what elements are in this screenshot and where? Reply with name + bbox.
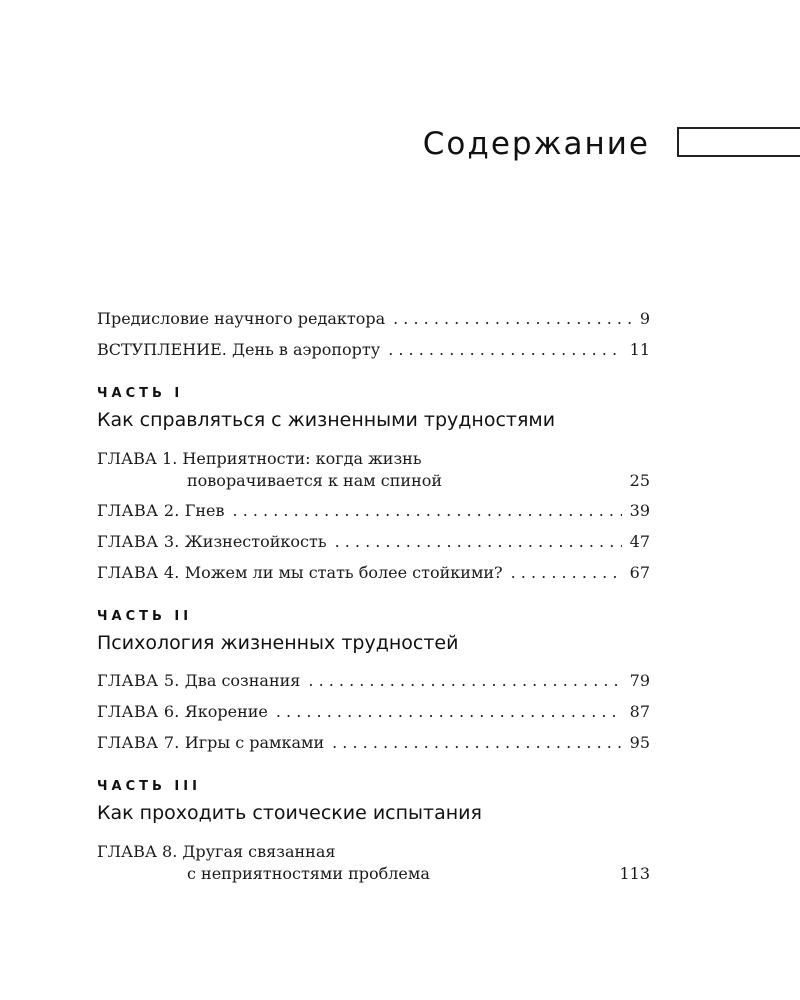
toc-page-number: 9	[639, 309, 650, 328]
chapter-title: Игры с рамками	[184, 733, 325, 752]
toc-page-number: 95	[629, 733, 650, 752]
toc-page-number: 87	[629, 702, 650, 721]
leader-dots	[332, 732, 622, 754]
leader-dots	[388, 339, 621, 361]
toc-entry-introduction[interactable]	[97, 339, 650, 361]
part-title: Как проходить стоические испытания	[97, 802, 482, 824]
chapter-title-line1: Неприятности: когда жизнь	[182, 449, 422, 468]
part-title: Психология жизненных трудностей	[97, 632, 459, 654]
toc-entry-preface[interactable]	[97, 308, 650, 330]
toc-entry-chapter-4[interactable]	[97, 562, 650, 584]
toc-entry-chapter-5[interactable]	[97, 670, 650, 692]
chapter-number: ГЛАВА 4.	[97, 563, 180, 582]
chapter-number: ГЛАВА 3.	[97, 532, 180, 551]
part-label: ЧАСТЬ I	[97, 386, 184, 401]
toc-page-number: 47	[629, 532, 650, 551]
toc-page-number: 11	[629, 340, 650, 359]
toc-entry-chapter-1[interactable]	[97, 448, 650, 492]
chapter-title: Жизнестойкость	[184, 532, 327, 551]
chapter-number: ГЛАВА 7.	[97, 733, 180, 752]
toc-entry-chapter-3[interactable]	[97, 531, 650, 553]
toc-entry-title: Предисловие научного редактора	[97, 309, 386, 328]
chapter-number: ГЛАВА 1.	[97, 449, 178, 468]
toc-page-number: 113	[619, 864, 650, 883]
title-decoration-box	[677, 127, 800, 157]
part-title: Как справляться с жизненными трудностями	[97, 409, 556, 431]
chapter-number: ГЛАВА 2.	[97, 501, 180, 520]
leader-dots	[511, 562, 622, 584]
toc-page-number: 25	[629, 471, 650, 490]
toc-page-number: 39	[629, 501, 650, 520]
toc-entry-chapter-2[interactable]	[97, 500, 650, 522]
chapter-title-line2: поворачивается к нам спиной	[187, 471, 443, 490]
chapter-number: ГЛАВА 5.	[97, 671, 180, 690]
toc-entry-chapter-7[interactable]	[97, 732, 650, 754]
chapter-title: Гнев	[184, 501, 225, 520]
part-label: ЧАСТЬ II	[97, 609, 193, 624]
chapter-title-line2: с неприятностями проблема	[187, 864, 430, 883]
chapter-number: ГЛАВА 8.	[97, 842, 178, 861]
toc-entry-chapter-6[interactable]	[97, 701, 650, 723]
leader-dots	[393, 308, 632, 330]
chapter-title: Два сознания	[184, 671, 301, 690]
leader-dots	[335, 531, 622, 553]
chapter-title: Можем ли мы стать более стойкими?	[184, 563, 503, 582]
chapter-number: ГЛАВА 6.	[97, 702, 180, 721]
toc-page-number: 79	[629, 671, 650, 690]
toc-page-number: 67	[629, 563, 650, 582]
part-label: ЧАСТЬ III	[97, 779, 201, 794]
page-title: Содержание	[422, 126, 650, 162]
leader-dots	[276, 701, 622, 723]
toc-entry-title: ВСТУПЛЕНИЕ. День в аэропорту	[97, 340, 381, 359]
chapter-title-line1: Другая связанная	[182, 842, 336, 861]
leader-dots	[308, 670, 621, 692]
chapter-title: Якорение	[184, 702, 268, 721]
leader-dots	[233, 500, 622, 522]
toc-entry-chapter-8[interactable]	[97, 841, 650, 885]
